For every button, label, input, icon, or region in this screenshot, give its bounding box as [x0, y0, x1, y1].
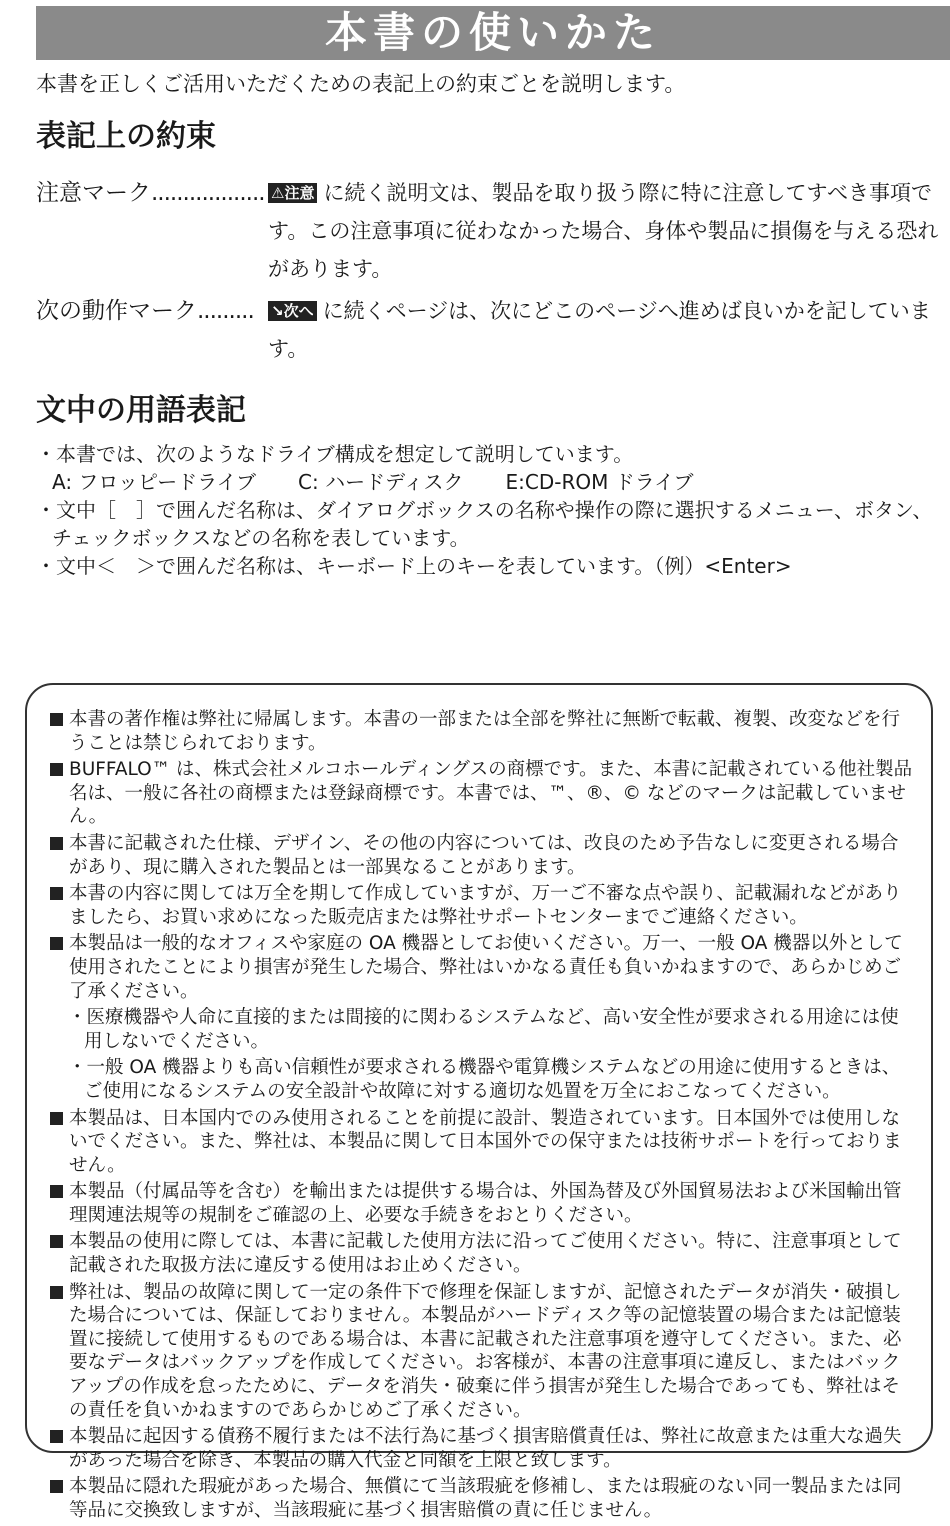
- section-heading-notation: 表記上の約束: [36, 119, 216, 154]
- drive-a: A: フロッピードライブ: [52, 470, 257, 494]
- square-bullet-icon: [50, 713, 63, 726]
- notice-list: [50, 708, 916, 1526]
- square-bullet-icon: [50, 1480, 63, 1493]
- notice-item: 本製品は一般的なオフィスや家庭の OA 機器としてお使いください。万一、一般 OA 機器以外として使用されたことにより損害が発生した場合、弊社はいかなる責任も負いかねますので、あらかじめご了承ください。: [50, 932, 916, 1003]
- next-mark-label: [36, 294, 254, 328]
- square-bullet-icon: [50, 1286, 63, 1299]
- notice-item: 本書の著作権は弊社に帰属します。本書の一部または全部を弊社に無断で転載、複製、改変などを行うことは禁じられております。: [50, 708, 916, 755]
- leader-dots: ..................: [151, 180, 265, 206]
- caution-desc-text: に続く説明文は、製品を取り扱う際に特に注意してすべき事項です。この注意事項に従わなかった場合、身体や製品に損傷を与える恐れがあります。: [268, 181, 939, 281]
- caution-badge-icon: ⚠注意: [268, 183, 317, 203]
- square-bullet-icon: [50, 887, 63, 900]
- square-bullet-icon: [50, 1185, 63, 1198]
- square-bullet-icon: [50, 763, 63, 776]
- notice-item: 本製品に起因する債務不履行または不法行為に基づく損害賠償責任は、弊社に故意または重大な過失があった場合を除き、本製品の購入代金と同額を上限と致します。: [50, 1425, 916, 1472]
- square-bullet-icon: [50, 837, 63, 850]
- page-title: 本書の使いかた: [324, 8, 661, 57]
- notice-item: 本製品は、日本国内でのみ使用されることを前提に設計、製造されています。日本国外では使用しないでください。また、弊社は、本製品に関して日本国外での保守または技術サポートを行っておりません。: [50, 1107, 916, 1178]
- notice-sub-item: ・医療機器や人命に直接的または間接的に関わるシステムなど、高い安全性が要求される用途には使用しないでください。: [68, 1007, 899, 1052]
- square-bullet-icon: [50, 1235, 63, 1248]
- title-bar: [36, 6, 950, 60]
- terms-bullet-brackets: ・文中［ ］で囲んだ名称は、ダイアログボックスの名称や操作の際に選択するメニュー、ボタン、チェックボックスなどの名称を表しています。: [36, 498, 933, 550]
- square-bullet-icon: [50, 1430, 63, 1443]
- next-mark-name: 次の動作マーク: [36, 298, 197, 324]
- next-desc-text: に続くページは、次にどこのページへ進めば良いかを記しています。: [268, 299, 931, 361]
- drive-c: C: ハードディスク: [298, 470, 464, 494]
- terms-bullet-keys: ・文中＜ ＞で囲んだ名称は、キーボード上のキーを表しています。（例）<Enter>: [36, 554, 792, 578]
- next-mark-description: [268, 292, 950, 368]
- intro-text: 本書を正しくご活用いただくための表記上の約束ごとを説明します。: [36, 72, 686, 96]
- notice-item: 本書に記載された仕様、デザイン、その他の内容については、改良のため予告なしに変更される場合があり、現に購入された製品とは一部異なることがあります。: [50, 832, 916, 879]
- square-bullet-icon: [50, 937, 63, 950]
- terms-bullet-drives: ・本書では、次のようなドライブ構成を想定して説明しています。: [36, 442, 634, 466]
- drive-e: E:CD-ROM ドライブ: [505, 470, 694, 494]
- caution-mark-name: 注意マーク: [36, 180, 151, 206]
- drive-list: [36, 468, 950, 496]
- notice-item: BUFFALO™ は、株式会社メルコホールディングスの商標です。また、本書に記載されている他社製品名は、一般に各社の商標または登録商標です。本書では、™、®、© などのマークは記載していません。: [50, 758, 916, 829]
- caution-mark-label: [36, 176, 265, 210]
- notice-item: 弊社は、製品の故障に関して一定の条件下で修理を保証しますが、記憶されたデータが消失・破損した場合については、保証しておりません。本製品がハードディスク等の記憶装置の場合または記憶装置に接続して使用するものである場合は、本書に記載された注意事項を遵守してください。また、必要なデータはバックアップを作成してください。お客様が、本書の注意事項に違反し、またはバックアップの作成を怠ったために、データを消失・破棄に伴う損害が発生した場合であっても、弊社はその責任を負いかねますのであらかじめご了承ください。: [50, 1281, 916, 1423]
- caution-mark-description: [268, 174, 950, 288]
- terms-list: [36, 440, 950, 580]
- notice-item: 本製品に隠れた瑕疵があった場合、無償にて当該瑕疵を修補し、または瑕疵のない同一製品または同等品に交換致しますが、当該瑕疵に基づく損害賠償の責に任じません。: [50, 1475, 916, 1522]
- notice-sub-item: ・一般 OA 機器よりも高い信頼性が要求される機器や電算機システムなどの用途に使用するときは、ご使用になるシステムの安全設計や故障に対する適切な処置を万全におこなってください。: [68, 1057, 901, 1102]
- square-bullet-icon: [50, 1112, 63, 1125]
- next-badge-icon: ↘次へ: [268, 301, 317, 321]
- notice-item: 本製品の使用に際しては、本書に記載した使用方法に沿ってご使用ください。特に、注意事項として記載された取扱方法に違反する使用はお止めください。: [50, 1230, 916, 1277]
- section-heading-terms: 文中の用語表記: [36, 393, 246, 428]
- leader-dots: .........: [197, 298, 254, 324]
- notice-item: 本書の内容に関しては万全を期して作成していますが、万一ご不審な点や誤り、記載漏れなどがありましたら、お買い求めになった販売店または弊社サポートセンターまでご連絡ください。: [50, 882, 916, 929]
- notice-item: 本製品（付属品等を含む）を輸出または提供する場合は、外国為替及び外国貿易法および米国輸出管理関連法規等の規制をご確認の上、必要な手続きをおとりください。: [50, 1180, 916, 1227]
